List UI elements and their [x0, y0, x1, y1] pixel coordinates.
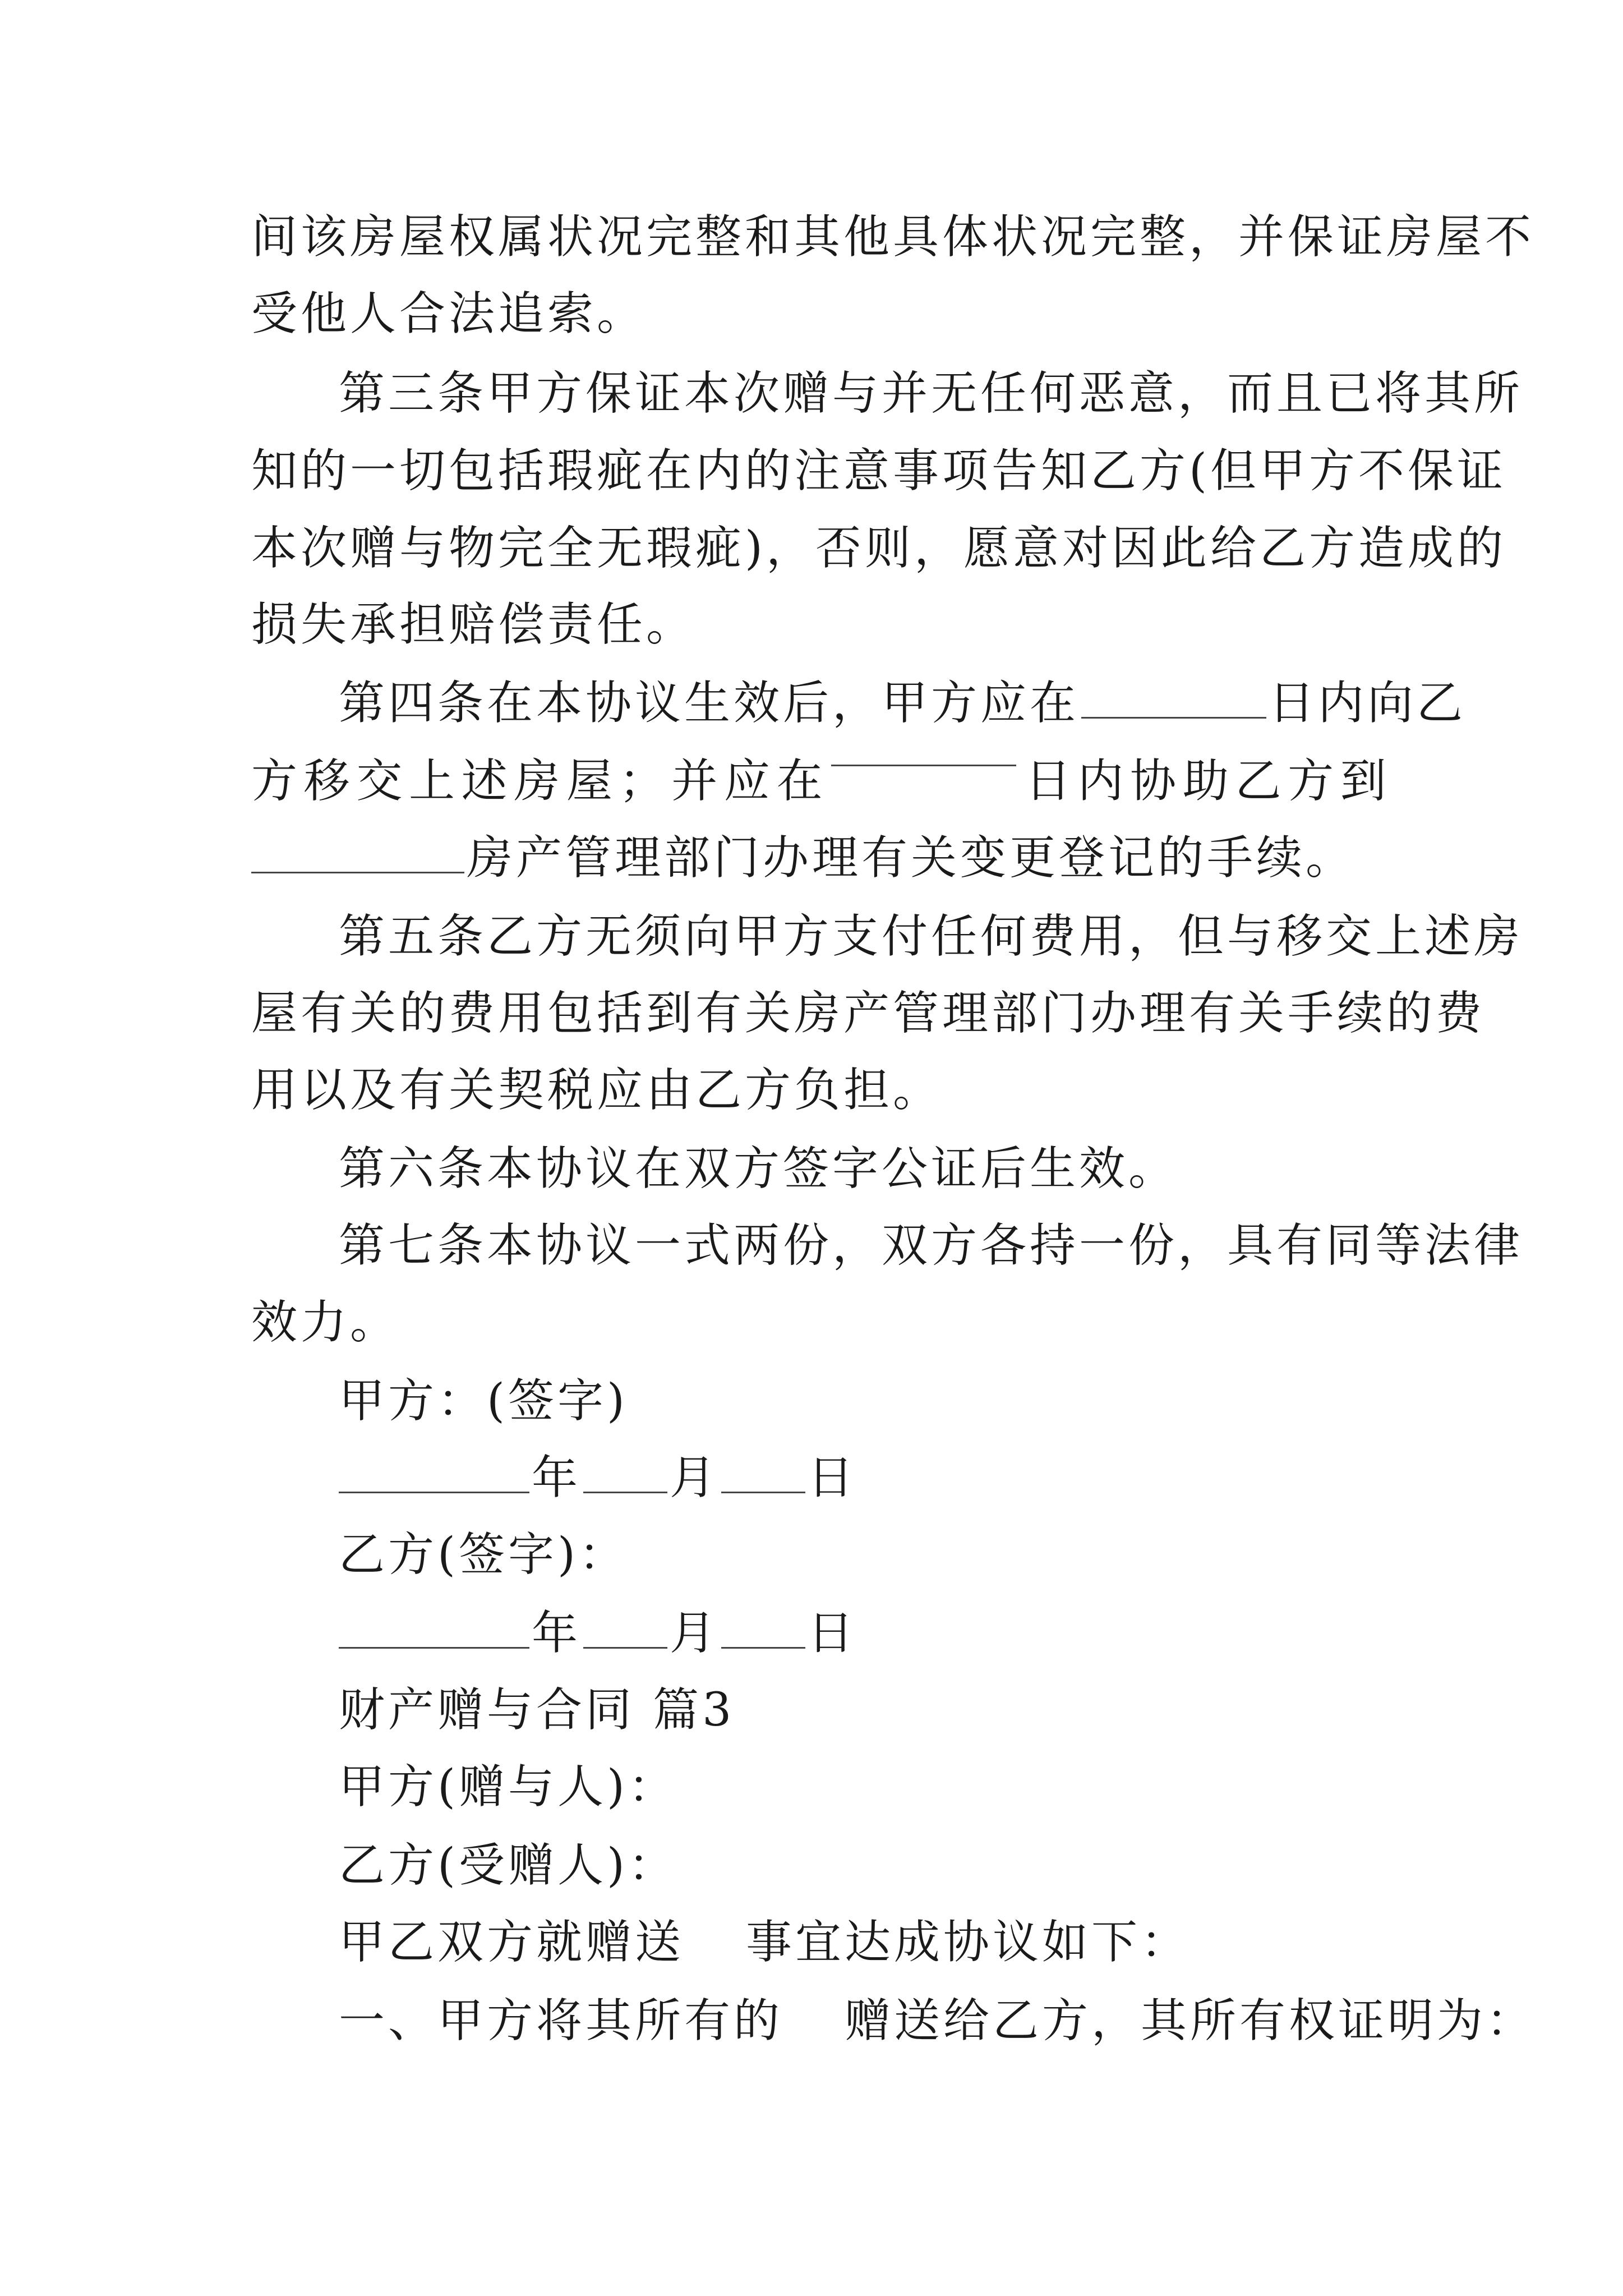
char: 助	[1182, 754, 1229, 808]
text-line: 屋有关的费用包括到有关房产管理部门办理有关手续的费	[251, 987, 1486, 1040]
char: 移	[303, 754, 350, 808]
blank-day[interactable]	[721, 1636, 805, 1649]
blank-year[interactable]	[339, 1636, 529, 1649]
char: 日	[1025, 754, 1071, 808]
text-line: 间该房屋权属状况完整和其他具体状况完整，并保证房屋不	[251, 210, 1535, 264]
party-b-donee-label: 乙方(受赠人)：	[339, 1839, 677, 1892]
clause-7-line: 第七条本协议一式两份，双方各持一份，具有同等法律	[339, 1219, 1524, 1272]
clause-4-text-b: 日内向乙	[1269, 677, 1467, 730]
year-label: 年	[532, 1607, 582, 1660]
char: 方	[1288, 754, 1334, 808]
char: 屋	[566, 754, 612, 808]
party-b-date-line	[339, 1605, 857, 1662]
char: 在	[776, 754, 823, 808]
blank-month[interactable]	[583, 1636, 667, 1649]
item-1-text-b: 赠送给乙方，其所有权证明为：	[845, 1994, 1536, 2047]
blank-day[interactable]	[721, 1480, 805, 1493]
char: 到	[1340, 754, 1386, 808]
text-line: 损失承担赔偿责任。	[251, 598, 696, 651]
char: 述	[461, 754, 508, 808]
clause-4-line-1	[339, 675, 1466, 731]
text-line: 受他人合法追索。	[251, 287, 647, 341]
text-line: 用以及有关契税应由乙方负担。	[251, 1064, 943, 1117]
text-line: 知的一切包括瑕疵在内的注意事项告知乙方(但甲方不保证	[251, 444, 1506, 498]
blank-days-handover[interactable]	[1081, 706, 1266, 719]
clause-4-line-3	[251, 830, 1355, 886]
party-a-signature-label: 甲方：(签字)	[339, 1374, 628, 1428]
day-label: 日	[808, 1451, 857, 1504]
char: 房	[514, 754, 560, 808]
clause-4-line-2	[251, 753, 1386, 809]
clause-5-heading-line: 第五条乙方无须向甲方支付任何费用，但与移交上述房	[339, 910, 1524, 963]
char: ；	[619, 754, 665, 808]
section-title: 财产赠与合同 篇3	[339, 1683, 735, 1737]
char: 并	[671, 754, 718, 808]
clause-3-heading-line: 第三条甲方保证本次赠与并无任何恶意，而且已将其所	[339, 367, 1524, 420]
text-line: 效力。	[251, 1296, 400, 1349]
char: 上	[408, 754, 455, 808]
party-a-date-line	[339, 1450, 857, 1506]
item-1-line	[339, 1993, 1536, 2049]
party-a-donor-label: 甲方(赠与人)：	[339, 1760, 677, 1814]
clause-6-line: 第六条本协议在双方签字公证后生效。	[339, 1142, 1178, 1195]
char: 协	[1130, 754, 1177, 808]
gift-agreement-line	[339, 1915, 1190, 1971]
gift-text-a: 甲乙双方就赠送	[339, 1916, 685, 1969]
blank-property-office[interactable]	[251, 861, 464, 873]
char: 应	[723, 754, 770, 808]
month-label: 月	[670, 1607, 720, 1660]
blank-year[interactable]	[339, 1480, 529, 1493]
day-label: 日	[808, 1607, 857, 1660]
clause-4-text-e: 房产管理部门办理有关变更登记的手续。	[467, 831, 1355, 885]
clause-4-text-a: 第四条在本协议生效后，甲方应在	[339, 677, 1080, 730]
char: 乙	[1235, 754, 1281, 808]
year-label: 年	[532, 1451, 582, 1504]
char: 方	[251, 754, 298, 808]
blank-month[interactable]	[583, 1480, 667, 1493]
item-1-text-a: 一、甲方将其所有的	[339, 1994, 783, 2047]
char: 内	[1077, 754, 1124, 808]
month-label: 月	[670, 1451, 720, 1504]
blank-days-registration[interactable]	[831, 753, 1016, 766]
text-line: 本次赠与物完全无瑕疵)，否则，愿意对因此给乙方造成的	[251, 522, 1506, 575]
gift-text-b: 事宜达成协议如下：	[746, 1916, 1191, 1969]
party-b-signature-label: 乙方(签字)：	[339, 1528, 628, 1581]
char: 交	[356, 754, 403, 808]
